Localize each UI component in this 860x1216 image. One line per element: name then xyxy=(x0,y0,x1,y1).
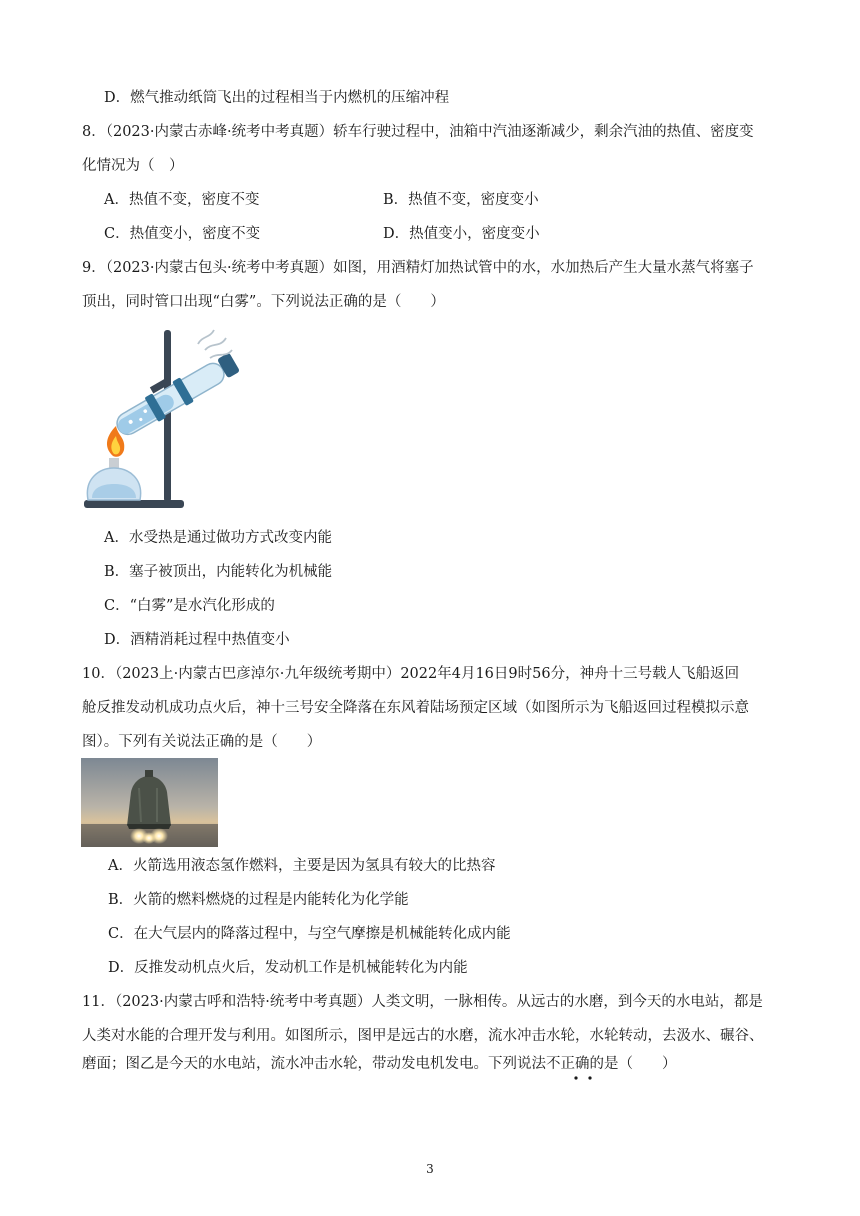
q10-option-c: C．在大气层内的降落过程中，与空气摩擦是机械能转化成内能 xyxy=(108,926,511,942)
q10-option-a: A．火箭选用液态氢作燃料，主要是因为氢具有较大的比热容 xyxy=(108,858,496,874)
q10-option-b: B．火箭的燃料燃烧的过程是内能转化为化学能 xyxy=(108,892,409,908)
q9-option-c: C．“白雾”是水汽化形成的 xyxy=(104,598,275,614)
q8-option-a: A．热值不变，密度不变 xyxy=(104,192,260,208)
q9-stem-line1: 9．（2023·内蒙古包头·统考中考真题）如图，用酒精灯加热试管中的水，水加热后产生大量水蒸气将塞子 xyxy=(82,260,754,276)
page-number: 3 xyxy=(426,1162,434,1176)
q10-stem-line2: 舱反推发动机成功点火后，神十三号安全降落在东风着陆场预定区域（如图所示为飞船返回过程模拟示意 xyxy=(82,700,749,716)
q9-option-b: B．塞子被顶出，内能转化为机械能 xyxy=(104,564,333,580)
q7-option-d: D．燃气推动纸筒飞出的过程相当于内燃机的压缩冲程 xyxy=(104,90,450,106)
q8-option-b: B．热值不变，密度变小 xyxy=(383,192,539,208)
q9-option-a: A．水受热是通过做功方式改变内能 xyxy=(104,530,332,546)
emphasis-dots xyxy=(568,1074,608,1082)
q10-stem-line3: 图）。下列有关说法正确的是（ ） xyxy=(82,734,322,750)
q8-option-c: C．热值变小，密度不变 xyxy=(104,226,261,242)
alcohol-lamp xyxy=(87,458,140,500)
q11-stem-line3: 磨面；图乙是今天的水电站，流水冲击水轮，带动发电机发电。下列说法不正确的是（ ） xyxy=(82,1056,677,1072)
q10-option-d: D．反推发动机点火后，发动机工作是机械能转化为内能 xyxy=(108,960,468,976)
q9-option-d: D．酒精消耗过程中热值变小 xyxy=(104,632,290,648)
q11-stem-line2: 人类对水能的合理开发与利用。如图所示，图甲是远古的水磨，流水冲击水轮，水轮转动，去汲水、碾谷、 xyxy=(82,1028,764,1044)
return-capsule-figure xyxy=(81,758,218,847)
q11-stem-line1: 11．（2023·内蒙古呼和浩特·统考中考真题）人类文明，一脉相传。从远古的水磨，到今天的水电站，都是 xyxy=(82,994,763,1010)
q10-stem-line1: 10．（2023上·内蒙古巴彦淖尔·九年级统考期中）2022年4月16日9时56分，神舟十三号载人飞船返回 xyxy=(82,666,740,682)
alcohol-lamp-test-tube-figure xyxy=(80,328,240,512)
q8-stem-line2: 化情况为（ ） xyxy=(82,158,184,174)
q8-option-d: D．热值变小，密度变小 xyxy=(383,226,540,242)
q8-stem-line1: 8．（2023·内蒙古赤峰·统考中考真题）轿车行驶过程中，油箱中汽油逐渐减少，剩余汽油的热值、密度变 xyxy=(82,124,754,140)
test-tube xyxy=(112,350,240,441)
q9-stem-line2: 顶出，同时管口出现“白雾”。下列说法正确的是（ ） xyxy=(82,294,445,310)
